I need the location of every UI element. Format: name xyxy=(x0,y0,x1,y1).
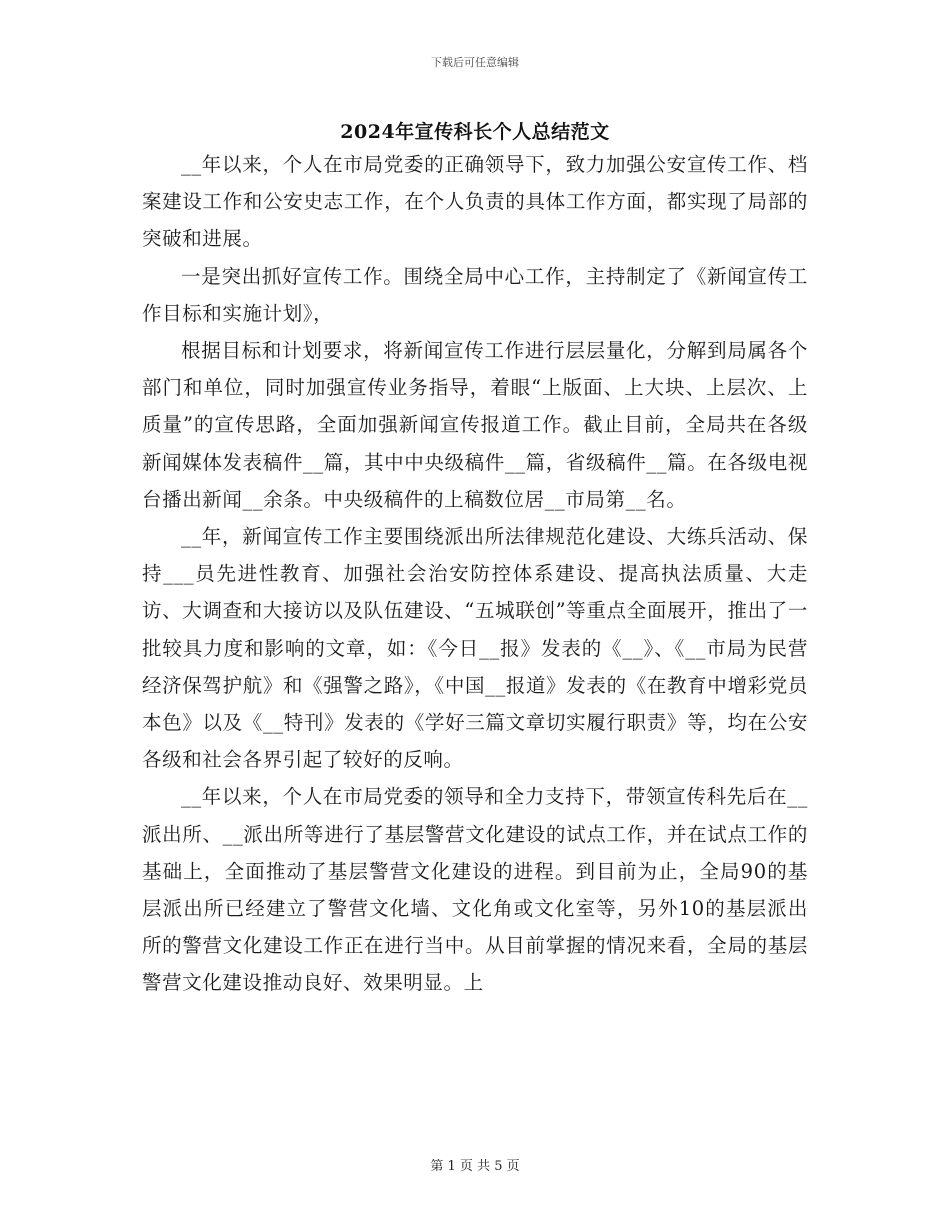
body-paragraph: __年以来，个人在市局党委的正确领导下，致力加强公安宣传工作、档案建设工作和公安史志工作，在个人负责的具体工作方面，都实现了局部的突破和进展。 xyxy=(142,153,808,251)
body-paragraph: 根据目标和计划要求，将新闻宣传工作进行层层量化，分解到局属各个部门和单位，同时加强宣传业务指导，着眼“上版面、上大块、上层次、上质量”的宣传思路，全面加强新闻宣传报道工作。截止目前，全局共在各级新闻媒体发表稿件__篇，其中中央级稿件__篇，省级稿件__篇。在各级电视台播出新闻__余条。中央级稿件的上稿数位居__市局第__名。 xyxy=(142,339,808,511)
header-note: 下载后可任意编辑 xyxy=(431,56,519,69)
page-footer: 第 1 页 共 5 页 xyxy=(430,1159,520,1174)
body-paragraph: __年以来，个人在市局党委的领导和全力支持下，带领宣传科先后在__派出所、__派出所等进行了基层警营文化建设的试点工作，并在试点工作的基础上，全面推动了基层警营文化建设的进程。到目前为止，全局90的基层派出所已经建立了警营文化墙、文化角或文化室等，另外10的基层派出所的警营文化建设工作正在进行当中。从目前掌握的情况来看，全局的基层警营文化建设推动良好、效果明显。上 xyxy=(142,785,808,995)
body-paragraph: 一是突出抓好宣传工作。围绕全局中心工作，主持制定了《新闻宣传工作目标和实施计划》， xyxy=(142,264,808,325)
body-paragraph: __年，新闻宣传工作主要围绕派出所法律规范化建设、大练兵活动、保持___员先进性教育、加强社会治安防控体系建设、提高执法质量、大走访、大调查和大接访以及队伍建设、“五城联创”等重点全面展开，推出了一批较具力度和影响的文章，如：《今日__报》发表的《__》、《__市局为民营经济保驾护航》和《强警之路》，《中国__报道》发表的《在教育中增彩党员本色》以及《__特刊》发表的《学好三篇文章切实履行职责》等，均在公安各级和社会各界引起了较好的反响。 xyxy=(142,525,808,772)
document-title: 2024年宣传科长个人总结范文 xyxy=(340,121,610,143)
document-body xyxy=(142,146,808,1002)
